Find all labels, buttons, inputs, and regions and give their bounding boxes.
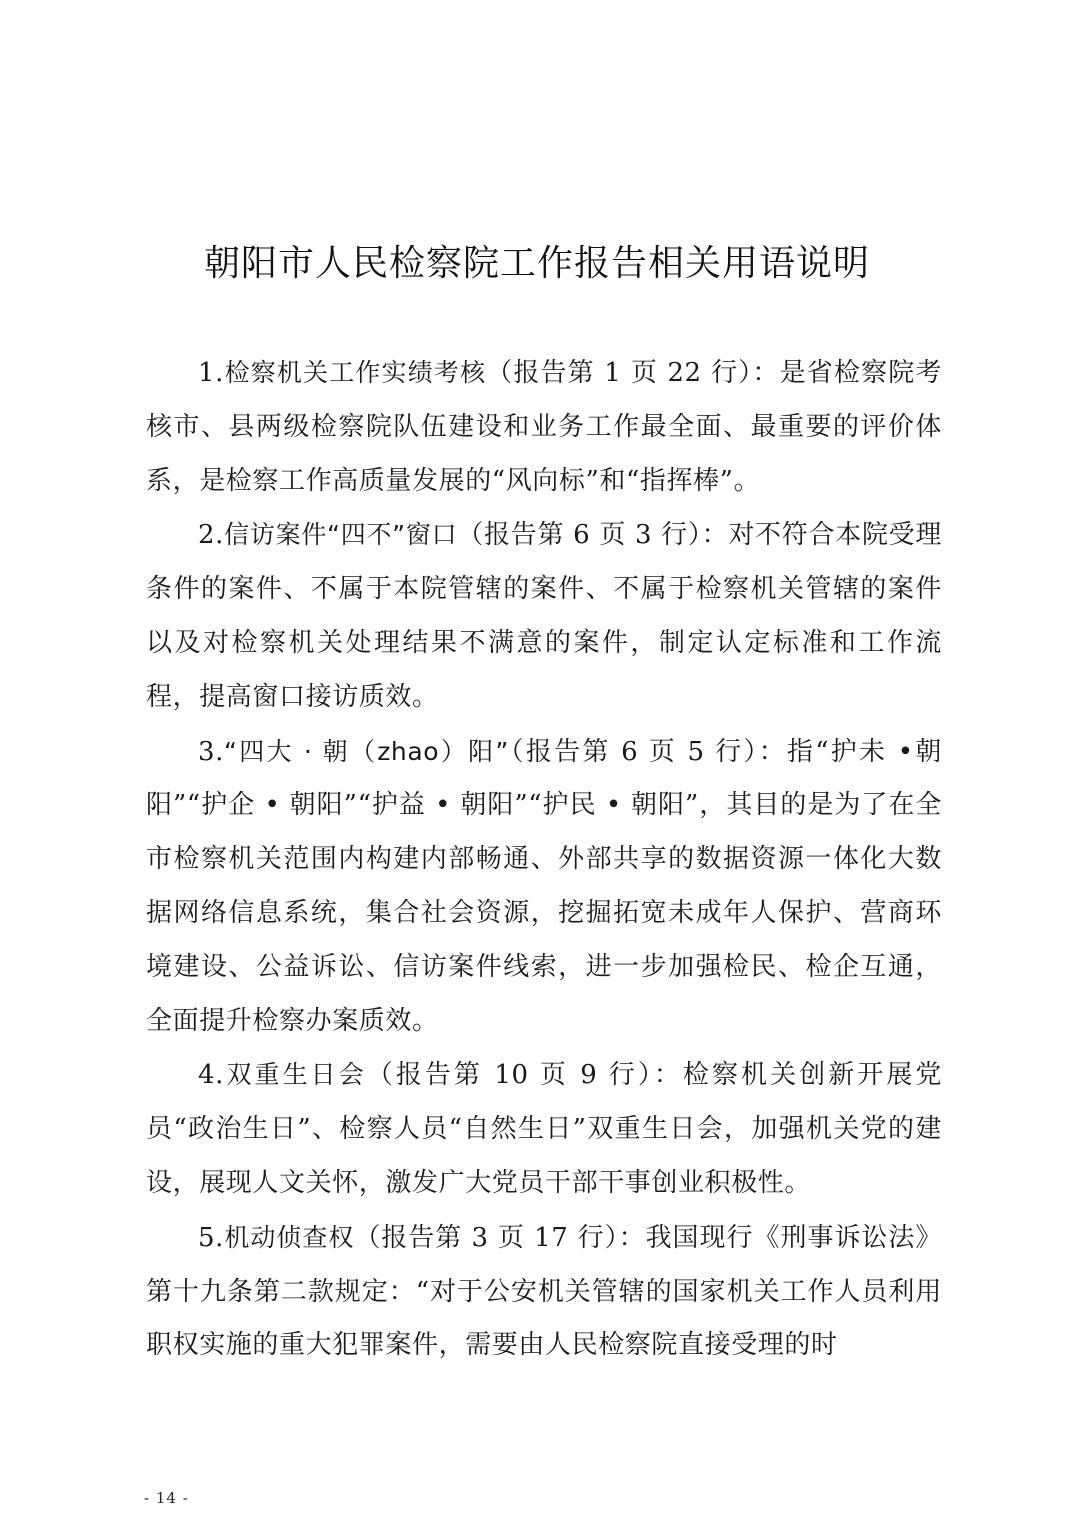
term-definition: （报告第 1 页 22 行）：是省检察院考核市、县两级检察院队伍建设和业务工作最全面、最重要的评价体系，是检察工作高质量发展的“风向标”和“指挥棒”。 (146, 358, 942, 496)
term-item-4 (146, 1048, 942, 1210)
term-definition: （报告第 10 页 9 行）：检察机关创新开展党员“政治生日”、检察人员“自然生日”双重生日会，加强机关党的建设，展现人文关怀，激发广大党员干部干事创业积极性。 (146, 1060, 942, 1198)
term-name: 双重生日会 (224, 1060, 367, 1090)
item-number: 5. (198, 1222, 225, 1253)
term-item-3 (146, 725, 942, 1049)
term-name: 机动侦查权 (224, 1222, 355, 1252)
term-definition: （报告第 3 页 17 行）：我国现行《刑事诉讼法》第十九条第二款规定：“对于公安机关管辖的国家机关工作人员利用职权实施的重大犯罪案件，需要由人民检察院直接受理的时 (146, 1222, 942, 1361)
term-item-2 (146, 508, 942, 724)
item-number: 2. (198, 520, 225, 551)
term-name: 检察机关工作实绩考核 (224, 358, 487, 387)
item-number: 4. (198, 1060, 225, 1091)
document-body (146, 346, 942, 1373)
term-item-1 (146, 346, 942, 508)
term-name: “四大 · 朝（zhao）阳” (224, 736, 509, 766)
term-name: 信访案件“四不”窗口 (224, 520, 458, 550)
page-number: - 14 - (144, 1489, 189, 1507)
term-definition: （报告第 6 页 3 行）：对不符合本院受理条件的案件、不属于本院管辖的案件、不属于检察机关管辖的案件以及对检察机关处理结果不满意的案件，制定认定标准和工作流程，提高窗口接访质效。 (146, 520, 943, 712)
term-definition: （报告第 6 页 5 行）：指“护未 •朝阳”“护企 • 朝阳”“护益 • 朝阳”“护民 • 朝阳”，其目的是为了在全市检察机关范围内构建内部畅通、外部共享的数据资源一体化大数据网络信息系统，集合社会资源，挖掘拓宽未成年人保护、营商环境建设、公益诉讼、信访案件线索，进一步加强检民、检企互通，全面提升检察办案质效。 (146, 736, 943, 1036)
term-item-5 (146, 1211, 942, 1373)
item-number: 1. (198, 358, 225, 388)
document-title: 朝阳市人民检察院工作报告相关用语说明 (203, 243, 870, 285)
item-number: 3. (198, 736, 225, 767)
